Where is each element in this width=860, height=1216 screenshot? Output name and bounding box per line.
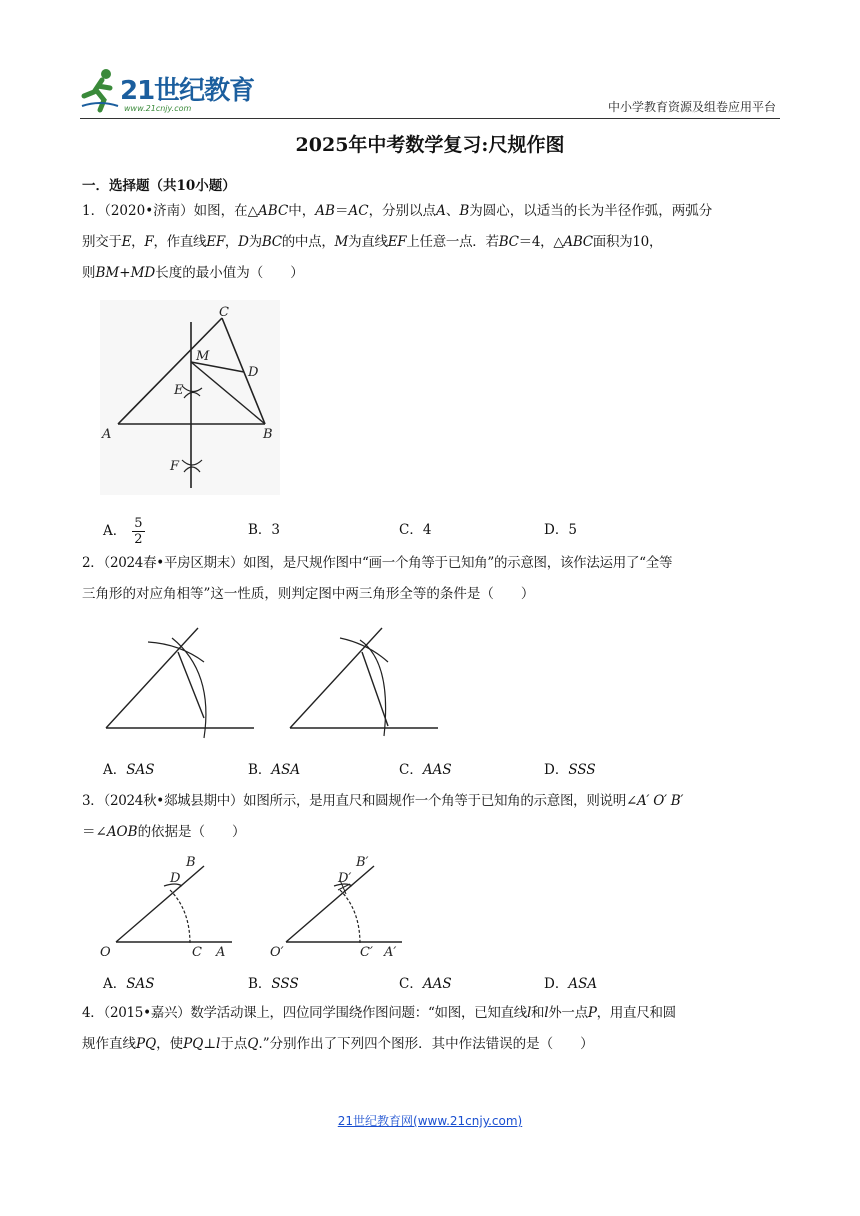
question-1-text [82,196,780,289]
question-1-line-3: 则BM+MD长度的最小值为（ ） [82,265,304,281]
page-title: 2025年中考数学复习:尺规作图 [295,134,565,156]
option-a[interactable]: A． $\frac{5}{2}$ [103,516,143,547]
label-C: C [219,305,229,320]
label-O-prime: O′ [270,945,284,960]
question-1-figure [100,300,280,495]
question-2-figure-left [100,622,260,742]
option-d[interactable]: D．5 [544,522,577,538]
question-2-figure-right [284,622,444,742]
question-3-text [82,786,780,848]
option-c[interactable]: C．AAS [399,976,452,992]
label-C-prime: C′ [360,945,373,960]
option-c[interactable]: C．AAS [399,762,452,778]
logo-url: www.21cnjy.com [124,104,192,113]
question-3-figure-right [268,852,418,964]
label-F: F [170,459,180,474]
header-divider [80,118,780,119]
footer-link[interactable]: 21世纪教育网(www.21cnjy.com) [337,1114,523,1128]
question-2-line-2: 三角形的对应角相等”这一性质，则判定图中两三角形全等的条件是（ ） [82,586,535,602]
label-A-prime: A′ [384,945,397,960]
logo-text: 21世纪教育 [120,76,255,106]
option-a[interactable]: A．SAS [103,762,155,778]
question-1-line-2: 别交于E，F，作直线EF，D为BC的中点，M为直线EF上任意一点．若BC＝4，△ABC面积为10， [82,234,663,250]
question-4-text [82,998,780,1060]
label-A: A [216,945,226,960]
question-4-line-2: 规作直线PQ，使PQ⊥l于点Q.”分别作出了下列四个图形．其中作法错误的是（ ） [82,1036,594,1052]
label-O: O [100,945,111,960]
option-a[interactable]: A．SAS [103,976,155,992]
option-d[interactable]: D．ASA [544,976,598,992]
option-b[interactable]: B．3 [248,522,281,538]
label-A: A [102,427,112,442]
question-4-line-1: 4．（2015•嘉兴）数学活动课上，四位同学围绕作图问题：“如图，已知直线l和l外一点P，用直尺和圆 [82,1005,676,1021]
platform-label: 中小学教育资源及组卷应用平台 [607,100,776,114]
label-B: B [263,427,273,442]
runner-logo-icon [80,66,120,114]
label-B-prime: B′ [356,855,369,870]
fraction: $\frac{5}{2}$ [134,516,143,547]
label-M: M [196,349,210,364]
label-D: D [170,871,181,886]
label-E: E [174,383,184,398]
label-B: B [186,855,196,870]
question-2-line-1: 2．（2024春•平房区期末）如图，是尺规作图中“画一个角等于已知角”的示意图，该作法运用了“全等 [82,555,673,571]
question-2-text [82,548,780,610]
option-c[interactable]: C．4 [399,522,432,538]
label-C: C [192,945,202,960]
option-b[interactable]: B．SSS [248,976,299,992]
option-b[interactable]: B．ASA [248,762,301,778]
question-3-line-2: ＝∠AOB的依据是（ ） [82,824,246,840]
label-D: D [248,365,259,380]
label-D-prime: D′ [338,871,352,886]
question-3-line-1: 3．（2024秋•郯城县期中）如图所示，是用直尺和圆规作一个角等于已知角的示意图，则说明∠A′ O′ B′ [82,793,684,809]
logo [80,64,280,116]
section-heading: 一．选择题（共10小题） [82,178,236,194]
question-1-line-1: 1．（2020•济南）如图，在△ABC中，AB＝AC，分别以点A、B为圆心，以适当的长为半径作弧，两弧分 [82,203,713,219]
page-header [80,60,780,120]
question-3-figure-left [98,852,248,964]
option-d[interactable]: D．SSS [544,762,596,778]
